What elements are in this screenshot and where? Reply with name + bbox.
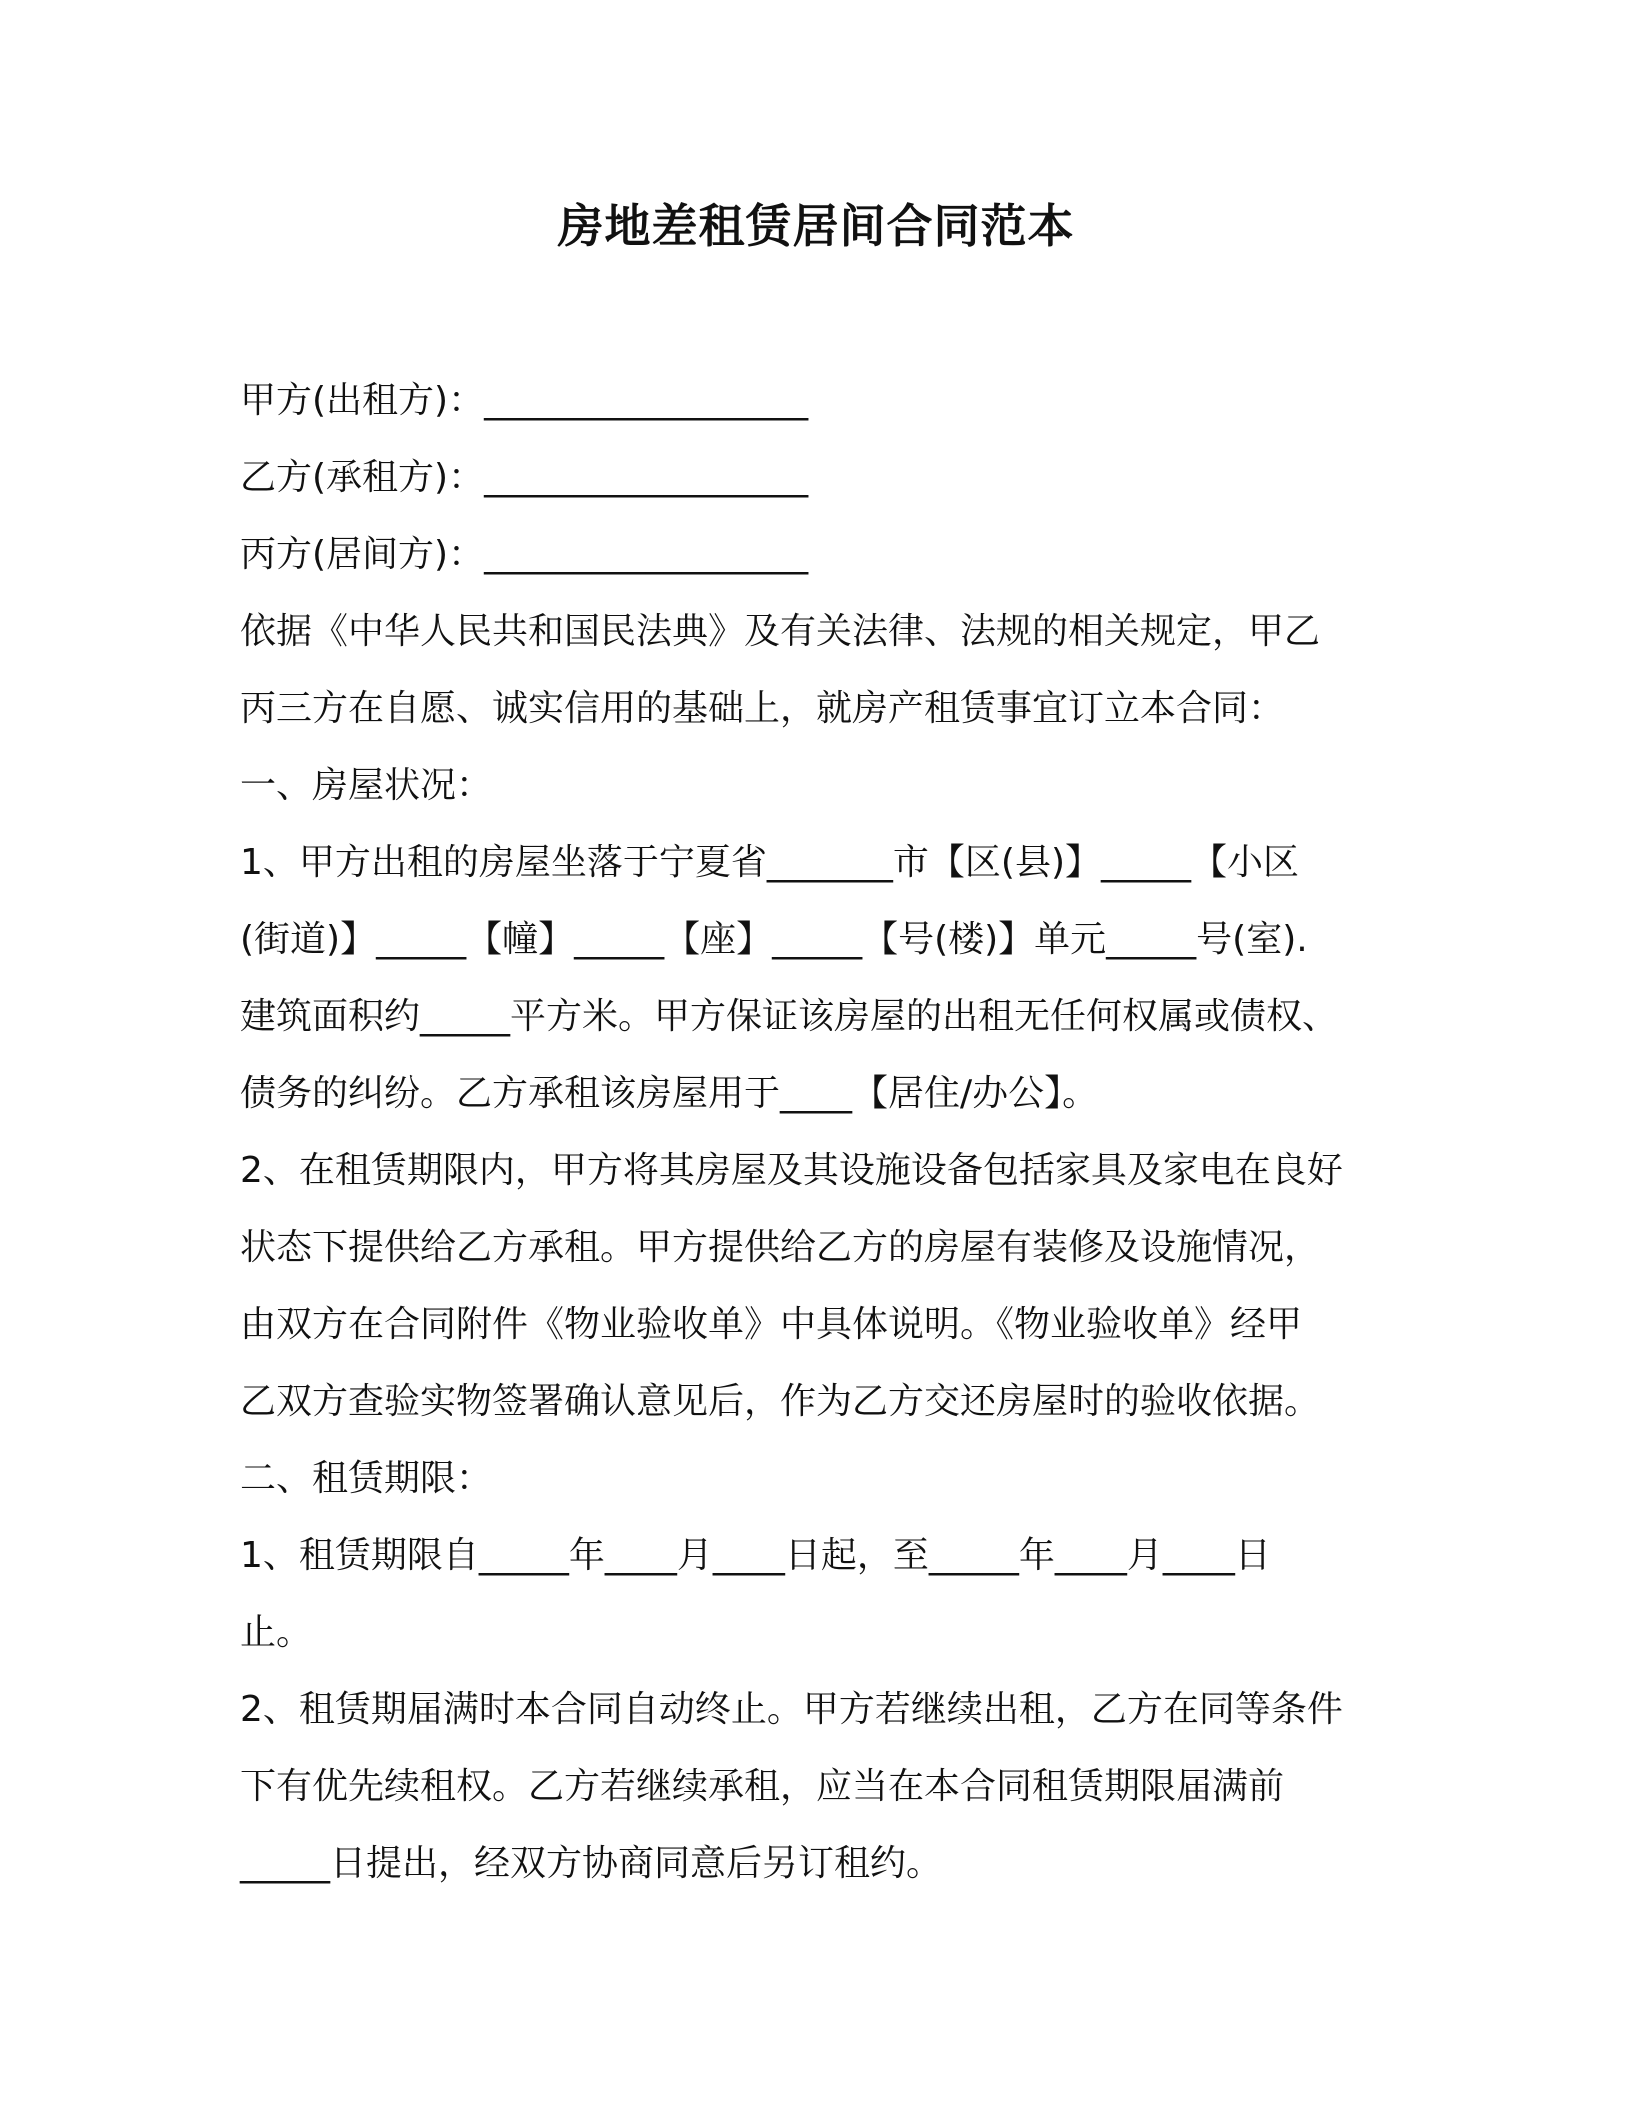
party-a-line: 甲方(出租方)：__________________ — [240, 380, 809, 421]
document-title: 房地差租赁居间合同范本 — [557, 199, 1075, 253]
preamble-line: 依据《中华人民共和国民法典》及有关法律、法规的相关规定，甲乙 — [240, 611, 1321, 652]
preamble-line: 丙三方在自愿、诚实信用的基础上，就房产租赁事宜订立本合同： — [240, 688, 1285, 729]
clause-line: 债务的纠纷。乙方承租该房屋用于____【居住/办公】。 — [240, 1073, 1099, 1114]
clause-line: _____日提出，经双方协商同意后另订租约。 — [240, 1843, 943, 1884]
clause-line: 状态下提供给乙方承租。甲方提供给乙方的房屋有装修及设施情况， — [240, 1227, 1321, 1268]
clause-line: 由双方在合同附件《物业验收单》中具体说明。《物业验收单》经甲 — [240, 1304, 1303, 1345]
clause-line: (街道)】_____【幢】_____【座】_____【号(楼)】单元_____号(室). — [240, 919, 1308, 960]
clause-line: 2、在租赁期限内，甲方将其房屋及其设施设备包括家具及家电在良好 — [240, 1150, 1343, 1191]
clause-line: 乙双方查验实物签署确认意见后，作为乙方交还房屋时的验收依据。 — [240, 1381, 1321, 1422]
clause-line: 下有优先续租权。乙方若继续承租，应当在本合同租赁期限届满前 — [240, 1766, 1285, 1807]
clause-line: 止。 — [240, 1612, 313, 1653]
party-b-line: 乙方(承租方)：__________________ — [240, 457, 809, 498]
party-c-line: 丙方(居间方)：__________________ — [240, 534, 809, 575]
document-body — [240, 362, 1390, 1902]
clause-line: 建筑面积约_____平方米。甲方保证该房屋的出租无任何权属或债权、 — [240, 996, 1339, 1037]
clause-line: 1、租赁期限自_____年____月____日起，至_____年____月____日 — [240, 1535, 1271, 1576]
clause-line: 1、甲方出租的房屋坐落于宁夏省_______市【区(县)】_____【小区 — [240, 842, 1299, 883]
section-heading-property: 一、房屋状况： — [240, 765, 493, 806]
section-heading-term: 二、租赁期限： — [240, 1458, 493, 1499]
clause-line: 2、租赁期届满时本合同自动终止。甲方若继续出租，乙方在同等条件 — [240, 1689, 1343, 1730]
